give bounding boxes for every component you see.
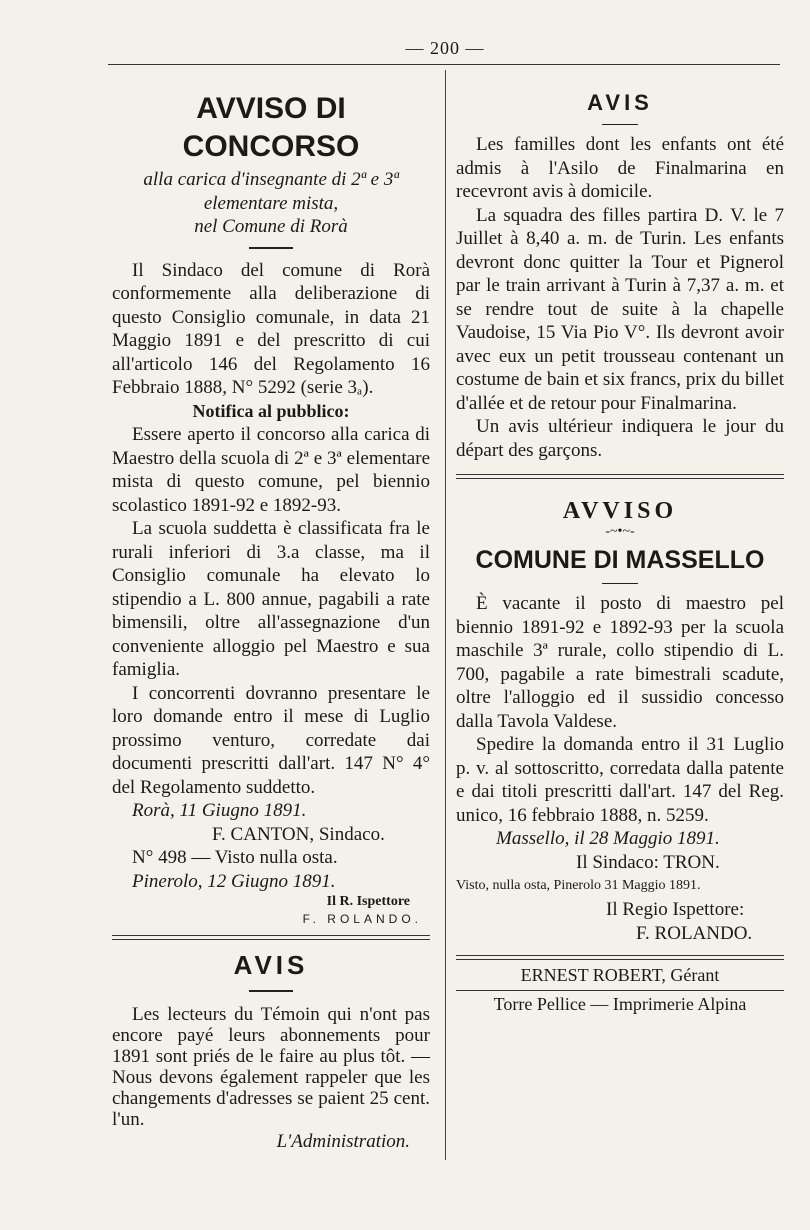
right-column [456, 80, 784, 1016]
ornament: -~•~- [605, 524, 635, 539]
massello-visto: Visto, nulla osta, Pinerolo 31 Maggio 1891. [456, 878, 701, 893]
avis-asilo [456, 88, 784, 462]
inspector-name: F. ROLANDO. [302, 912, 422, 926]
concorso-subtitle-1: alla carica d'insegnante di 2ª e 3ª [143, 169, 399, 190]
footer-gerant: ERNEST ROBERT, Gérant [520, 965, 720, 985]
avis-lecteurs [112, 950, 430, 1154]
section-separator [456, 474, 784, 479]
avis-asilo-paragraph-1: Les familles dont les enfants ont été admis à l'Asilo de Finalmarina en recevront avis à domicile. [456, 134, 784, 202]
avis-lecteurs-title: AVIS [233, 950, 309, 980]
concorso-signer: F. CANTON, Sindaco. [212, 823, 385, 845]
avviso-massello [456, 497, 784, 945]
massello-ispettore-2: F. ROLANDO. [636, 922, 753, 944]
concorso-paragraph-1: Il Sindaco del comune di Rorà conformemente alla deliberazione di questo Consiglio comunale, in data 21 Maggio 1891 e del prescritto di cui all'articolo 146 del Regolamento 16 Febbraio 1888, N° 5292 (serie 3ₐ). [112, 259, 430, 398]
avis-asilo-paragraph-3: Un avis ultérieur indiquera le jour du départ des garçons. [456, 416, 784, 461]
concorso-subtitle-3: nel Comune di Rorà [194, 216, 348, 237]
avis-lecteurs-signature: L'Administration. [276, 1131, 410, 1152]
section-rule [249, 247, 293, 249]
concorso-date-2: Pinerolo, 12 Giugno 1891. [132, 870, 336, 892]
massello-ispettore-1: Il Regio Ispettore: [606, 899, 745, 920]
avis-asilo-title: AVIS [587, 90, 653, 115]
footer-printer: Torre Pellice — Imprimerie Alpina [493, 993, 747, 1014]
massello-heading: COMUNE DI MASSELLO [475, 546, 765, 574]
notifica-heading: Notifica al pubblico: [192, 400, 350, 421]
concorso-subtitle-2: elementare mista, [203, 192, 339, 214]
section-rule [602, 124, 638, 125]
avis-asilo-paragraph-2: La squadra des filles partira D. V. le 7 Juillet à 8,40 a. m. de Turin. Les enfants devront donc quitter la Tour et Pignerol par le train arrivant à Turin à 7,37 a. m. et se rendre tout de suite à la chapelle Vaudoise, 15 Via Pio V°. Ils devront avoir avec eux un petit trousseau contenant un costume de bain et six francs, prix du billet d'allée et de retour pour Finalmarina. [456, 204, 784, 414]
massello-date: Massello, il 28 Maggio 1891. [496, 828, 720, 849]
section-separator [112, 935, 430, 940]
concorso-visto: N° 498 — Visto nulla osta. [132, 847, 338, 868]
section-separator [456, 955, 784, 960]
section-rule [249, 990, 293, 992]
column-divider [445, 70, 446, 1160]
massello-paragraph-2: Spedire la domanda entro il 31 Luglio p. v. al sottoscritto, corredata dalla patente e dai titoli prescritti dall'art. 147 del Reg. unico, 16 febbraio 1888, n. 5259. [456, 734, 784, 826]
section-rule [602, 583, 638, 584]
avviso-massello-title: AVVISO [562, 498, 678, 524]
page-number: — 200 — [405, 38, 485, 58]
concorso-date: Rorà, 11 Giugno 1891. [132, 800, 307, 821]
avis-lecteurs-body: Les lecteurs du Témoin qui n'ont pas encore payé leurs abonnements pour 1891 sont priés de le faire au plus tôt. — Nous devons également rappeler que les changements d'adresses se paient 25 cent. l'un. [112, 1004, 430, 1130]
concorso-paragraph-4: I concorrenti dovranno presentare le loro domande entro il mese di Luglio prossimo venturo, corredate dai documenti prescritti dall'art. 147 N° 4° del Regolamento suddetto. [112, 682, 430, 798]
top-rule [108, 64, 780, 65]
concorso-notice [112, 90, 430, 927]
inspector-title: Il R. Ispettore [326, 894, 410, 909]
concorso-title: AVVISO DI CONCORSO [182, 92, 360, 163]
massello-sindaco: Il Sindaco: TRON. [576, 851, 720, 873]
massello-paragraph-1: È vacante il posto di maestro pel biennio 1891-92 e 1892-93 per la scuola maschile 3ª rurale, collo stipendio di L. 700, pagabile a rate bimestrali scadute, oltre l'alloggio ed il sussidio concesso dalla Tavola Valdese. [456, 593, 784, 732]
footer-rule [456, 990, 784, 991]
concorso-paragraph-2: Essere aperto il concorso alla carica di Maestro della scuola di 2ª e 3ª elementare mista di questo comune, pel biennio scolastico 1891-92 e 1892-93. [112, 424, 430, 516]
concorso-paragraph-3: La scuola suddetta è classificata fra le rurali inferiori di 3.a classe, ma il Consiglio comunale ha elevato lo stipendio a L. 800 annue, pagabili a rate bimensili, oltre all'assegnazione d'un conveniente alloggio pel Maestro e sua famiglia. [112, 518, 430, 680]
left-column [112, 80, 430, 1154]
